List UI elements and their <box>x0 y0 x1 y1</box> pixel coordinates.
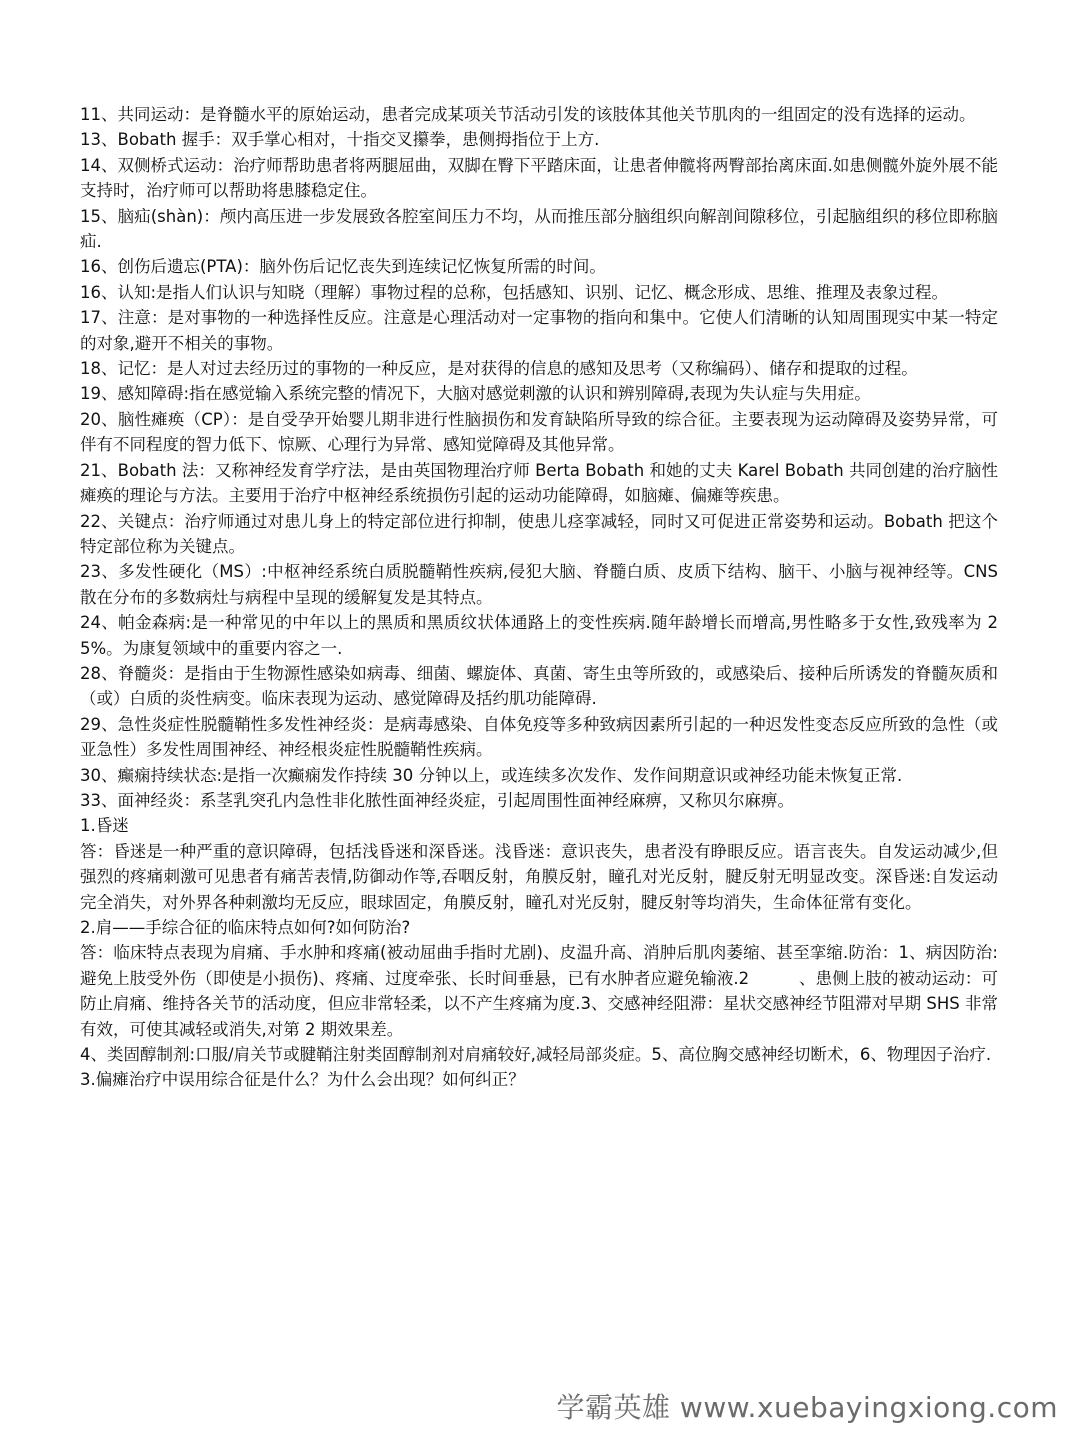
question-2-jianshou-zonghezheng: 2.肩——手综合征的临床特点如何?如何防治? <box>80 918 411 937</box>
paragraph-19-ganzhi-zhangai: 19、感知障碍:指在感觉输入系统完整的情况下，大脑对感觉刺激的认识和辨别障碍,表现为失认症与失用症。 <box>80 384 871 404</box>
paragraph-14-qiaoshi-yundong: 14、双侧桥式运动：治疗师帮助患者将两腿屈曲，双脚在臀下平踏床面，让患者伸髋将两臀部抬离床面.如患侧髋外旋外展不能支持时，治疗师可以帮助将患膝稳定住。 <box>80 155 998 201</box>
paragraph-16-renzhi: 16、认知:是指人们认识与知晓（理解）事物过程的总称，包括感知、识别、记忆、概念形成、思维、推理及表象过程。 <box>80 282 949 302</box>
document-body <box>80 102 998 1093</box>
site-watermark: 学霸英雄 www.xuebayingxiong.com <box>556 1391 1058 1424</box>
paragraph-15-naoshan: 15、脑疝(shàn)：颅内高压进一步发展致各腔室间压力不均，从而推压部分脑组织向解剖间隙移位，引起脑组织的移位即称脑疝. <box>80 206 998 252</box>
paragraph-20-naoxing-tanhuan: 20、脑性瘫痪（CP）：是自受孕开始婴儿期非进行性脑损伤和发育缺陷所导致的综合征。主要表现为运动障碍及姿势异常，可伴有不同程度的智力低下、惊厥、心理行为异常、感知觉障碍及其他异常。 <box>80 409 998 455</box>
paragraph-30-dianxian: 30、癫痫持续状态:是指一次癫痫发作持续 30 分钟以上，或连续多次发作、发作间期意识或神经功能未恢复正常. <box>80 765 903 785</box>
question-1-hunmi: 1.昏迷 <box>80 816 129 836</box>
paragraph-13-bobath-woshou: 13、Bobath 握手：双手掌心相对，十指交叉攥拳，患侧拇指位于上方. <box>80 130 600 150</box>
answer-2-jianshou-zonghezheng: 答：临床特点表现为肩痛、手水肿和疼痛(被动屈曲手指时尤剧)、皮温升高、消肿后肌肉萎缩、甚至挛缩.防治：1、病因防治:避免上肢受外伤（即使是小损伤)、疼痛、过度牵张、长时间垂悬，已有水肿者应避免输液.2 、患侧上肢的被动运动：可防止肩痛、维持各关节的活动度，但应非常轻柔，以不产生疼痛为度.3、交感神经阻滞：星状交感神经节阻滞对早期 SHS 非常有效，可使其减轻或消失,对第 2 期效果差。 <box>80 943 998 1039</box>
paragraph-33-mianshenjingyan: 33、面神经炎：系茎乳突孔内急性非化脓性面神经炎症，引起周围性面神经麻痹，又称贝尔麻痹。 <box>80 790 794 810</box>
paragraph-17-zhuyi: 17、注意：是对事物的一种选择性反应。注意是心理活动对一定事物的指向和集中。它使人们清晰的认知周围现实中某一特定的对象,避开不相关的事物。 <box>80 308 998 353</box>
answer-1-hunmi: 答：昏迷是一种严重的意识障碍，包括浅昏迷和深昏迷。浅昏迷：意识丧失，患者没有睁眼反应。语言丧失。自发运动减少,但强烈的疼痛刺激可见患者有痛苦表情,防御动作等,吞咽反射，角膜反射，瞳孔对光反射，腱反射无明显改变。深昏迷:自发运动完全消失，对外界各种刺激均无反应，眼球固定，角膜反射，瞳孔对光反射，腱反射等均消失，生命体征常有变化。 <box>80 841 998 912</box>
answer-2-continued: 4、类固醇制剂:口服/肩关节或腱鞘注射类固醇制剂对肩痛较好,减轻局部炎症。5、高位胸交感神经切断术，6、物理因子治疗. <box>80 1045 992 1065</box>
paragraph-28-jisuiyan: 28、脊髓炎：是指由于生物源性感染如病毒、细菌、螺旋体、真菌、寄生虫等所致的，或感染后、接种后所诱发的脊髓灰质和（或）白质的炎性病变。临床表现为运动、感觉障碍及括约肌功能障碍. <box>80 663 998 709</box>
paragraph-18-jiyi: 18、记忆：是人对过去经历过的事物的一种反应，是对获得的信息的感知及思考（又称编码）、储存和提取的过程。 <box>80 359 918 379</box>
paragraph-16-pta: 16、创伤后遗忘(PTA)：脑外伤后记忆丧失到连续记忆恢复所需的时间。 <box>80 257 606 277</box>
paragraph-11-gongtong-yundong: 11、共同运动：是脊髓水平的原始运动，患者完成某项关节活动引发的该肢体其他关节肌肉的一组固定的没有选择的运动。 <box>80 105 976 124</box>
paragraph-29-jixing-yanzheng: 29、急性炎症性脱髓鞘性多发性神经炎：是病毒感染、自体免疫等多种致病因素所引起的一种迟发性变态反应所致的急性（或亚急性）多发性周围神经、神经根炎症性脱髓鞘性疾病。 <box>80 714 998 760</box>
question-3-wuyong-zonghezheng: 3.偏瘫治疗中误用综合征是什么？为什么会出现？如何纠正？ <box>80 1070 525 1090</box>
paragraph-24-pajinsen: 24、帕金森病:是一种常见的中年以上的黑质和黑质纹状体通路上的变性疾病.随年龄增长而增高,男性略多于女性,致残率为 25%。为康复领域中的重要内容之一. <box>80 613 998 658</box>
paragraph-22-guanjiandian: 22、关键点：治疗师通过对患儿身上的特定部位进行抑制，使患儿痉挛减轻，同时又可促进正常姿势和运动。Bobath 把这个特定部位称为关键点。 <box>80 511 998 556</box>
paragraph-21-bobath-fa: 21、Bobath 法：又称神经发育学疗法，是由英国物理治疗师 Berta Bobath 和她的丈夫 Karel Bobath 共同创建的治疗脑性瘫痪的理论与方法。主要用于治疗中枢神经系统损伤引起的运动功能障碍，如脑瘫、偏瘫等疾患。 <box>80 460 998 506</box>
paragraph-23-duofaxing-yinghua: 23、多发性硬化（MS）:中枢神经系统白质脱髓鞘性疾病,侵犯大脑、脊髓白质、皮质下结构、脑干、小脑与视神经等。CNS 散在分布的多数病灶与病程中呈现的缓解复发是其特点。 <box>80 562 998 607</box>
